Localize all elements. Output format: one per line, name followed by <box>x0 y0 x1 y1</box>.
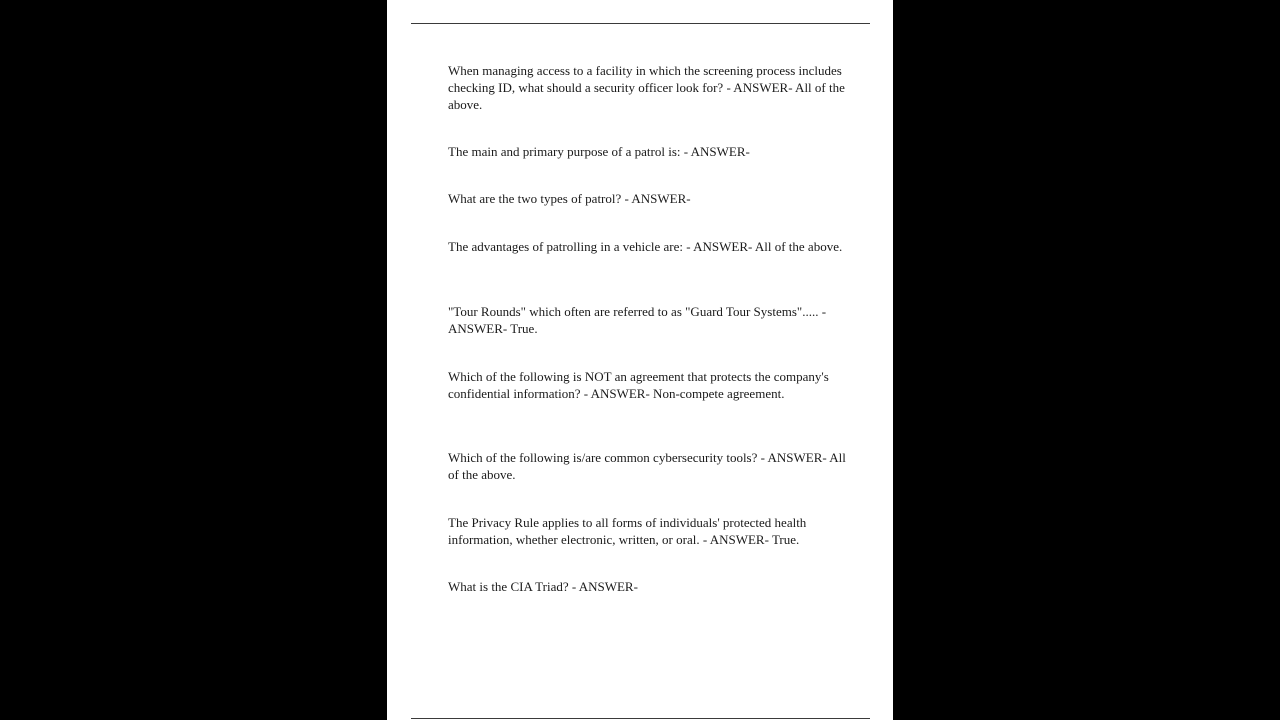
qa-item: Which of the following is NOT an agreement that protects the company's confidential information? - ANSWER- Non-compete agreement. <box>448 369 829 401</box>
qa-item: When managing access to a facility in which the screening process includes checking ID, what should a security officer look for? - ANSWER- All of the above. <box>448 63 845 112</box>
page-bottom-rule <box>411 718 870 719</box>
document-page <box>387 0 893 720</box>
qa-item: The main and primary purpose of a patrol is: - ANSWER- <box>448 144 750 159</box>
qa-item: "Tour Rounds" which often are referred to as "Guard Tour Systems"..... - ANSWER- True. <box>448 304 827 336</box>
page-top-rule <box>411 23 870 24</box>
qa-item: The advantages of patrolling in a vehicle are: - ANSWER- All of the above. <box>448 239 843 254</box>
qa-item: Which of the following is/are common cybersecurity tools? - ANSWER- All of the above. <box>448 450 846 482</box>
qa-item: What are the two types of patrol? - ANSWER- <box>448 191 691 206</box>
qa-item: What is the CIA Triad? - ANSWER- <box>448 579 638 594</box>
qa-item: The Privacy Rule applies to all forms of individuals' protected health information, whether electronic, written, or oral. - ANSWER- True. <box>448 515 807 547</box>
